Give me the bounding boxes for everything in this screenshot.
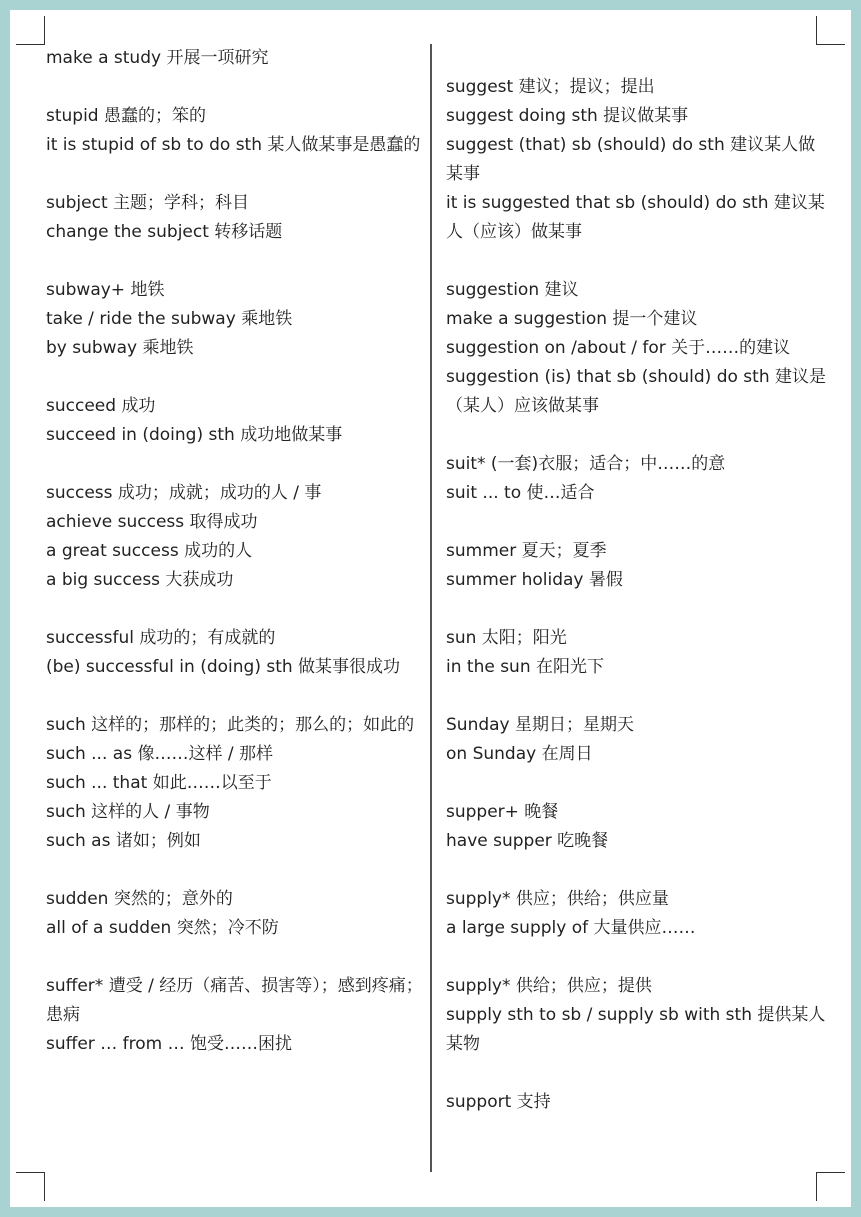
- phrase-line: a great success 成功的人: [46, 541, 253, 561]
- crop-mark-top-right: [816, 16, 845, 45]
- phrase-line: suggest (that) sb (should) do sth 建议某人做某事: [446, 135, 816, 184]
- phrase-line: all of a sudden 突然；冷不防: [46, 918, 279, 938]
- vocab-entry: [446, 624, 828, 682]
- phrase-line: achieve success 取得成功: [46, 512, 258, 532]
- right-column: [446, 44, 828, 1117]
- vocab-entry: [446, 798, 828, 856]
- document-page: [10, 10, 851, 1207]
- headword-line: sun 太阳；阳光: [446, 628, 567, 648]
- headword-line: supper+ 晚餐: [446, 802, 559, 822]
- headword-line: success 成功；成就；成功的人 / 事: [46, 483, 322, 503]
- vocab-entry: [46, 189, 426, 247]
- phrase-line: suggestion (is) that sb (should) do sth 建议是（某人）应该做某事: [446, 367, 827, 416]
- column-top-spacer: [446, 44, 828, 73]
- vocab-entry: [46, 392, 426, 450]
- crop-mark-top-left: [16, 16, 45, 45]
- phrase-line: take / ride the subway 乘地铁: [46, 309, 293, 329]
- headword-line: suffer* 遭受 / 经历（痛苦、损害等）；感到疼痛；患病: [46, 976, 423, 1025]
- vocab-entry: [46, 711, 426, 856]
- vocab-entry: [446, 73, 828, 247]
- phrase-line: such ... as 像……这样 / 那样: [46, 744, 273, 764]
- left-column: [46, 44, 426, 1059]
- headword-line: sudden 突然的；意外的: [46, 889, 233, 909]
- headword-line: support 支持: [446, 1092, 551, 1112]
- headword-line: such 这样的；那样的；此类的；那么的；如此的: [46, 715, 415, 735]
- headword-line: subway+ 地铁: [46, 280, 165, 300]
- phrase-line: on Sunday 在周日: [446, 744, 593, 764]
- vocab-entry: [46, 44, 426, 73]
- vocab-entry: [46, 102, 426, 160]
- headword-line: supply* 供应；供给；供应量: [446, 889, 669, 909]
- phrase-line: (be) successful in (doing) sth 做某事很成功: [46, 657, 401, 677]
- vocab-entry: [46, 624, 426, 682]
- column-divider: [430, 44, 432, 1172]
- phrase-line: by subway 乘地铁: [46, 338, 194, 358]
- phrase-line: suggest doing sth 提议做某事: [446, 106, 689, 126]
- headword-line: make a study 开展一项研究: [46, 48, 269, 68]
- crop-mark-bottom-left: [16, 1172, 45, 1201]
- phrase-line: suit ... to 使…适合: [446, 483, 595, 503]
- headword-line: succeed 成功: [46, 396, 156, 416]
- headword-line: Sunday 星期日；星期天: [446, 715, 635, 735]
- phrase-line: such as 诸如；例如: [46, 831, 201, 851]
- phrase-line: such 这样的人 / 事物: [46, 802, 210, 822]
- phrase-line: make a suggestion 提一个建议: [446, 309, 698, 329]
- headword-line: suit* (一套)衣服；适合；中……的意: [446, 454, 726, 474]
- phrase-line: such ... that 如此……以至于: [46, 773, 272, 793]
- vocab-entry: [446, 450, 828, 508]
- phrase-line: supply sth to sb / supply sb with sth 提供某人某物: [446, 1005, 826, 1054]
- crop-mark-bottom-right: [816, 1172, 845, 1201]
- headword-line: stupid 愚蠢的；笨的: [46, 106, 207, 126]
- phrase-line: change the subject 转移话题: [46, 222, 283, 242]
- phrase-line: summer holiday 暑假: [446, 570, 623, 590]
- phrase-line: succeed in (doing) sth 成功地做某事: [46, 425, 343, 445]
- phrase-line: suffer … from … 饱受……困扰: [46, 1034, 292, 1054]
- headword-line: successful 成功的；有成就的: [46, 628, 276, 648]
- phrase-line: it is stupid of sb to do sth 某人做某事是愚蠢的: [46, 135, 421, 155]
- phrase-line: suggestion on /about / for 关于……的建议: [446, 338, 791, 358]
- headword-line: supply* 供给；供应；提供: [446, 976, 652, 996]
- vocab-entry: [46, 479, 426, 595]
- vocab-entry: [446, 537, 828, 595]
- phrase-line: have supper 吃晚餐: [446, 831, 609, 851]
- vocab-entry: [446, 276, 828, 421]
- headword-line: summer 夏天；夏季: [446, 541, 607, 561]
- vocab-entry: [446, 972, 828, 1059]
- phrase-line: it is suggested that sb (should) do sth 建议某人（应该）做某事: [446, 193, 825, 242]
- phrase-line: a large supply of 大量供应……: [446, 918, 696, 938]
- vocab-entry: [446, 1088, 828, 1117]
- headword-line: suggest 建议；提议；提出: [446, 77, 655, 97]
- vocab-entry: [46, 972, 426, 1059]
- phrase-line: a big success 大获成功: [46, 570, 234, 590]
- vocab-entry: [46, 885, 426, 943]
- headword-line: suggestion 建议: [446, 280, 579, 300]
- vocab-entry: [446, 711, 828, 769]
- phrase-line: in the sun 在阳光下: [446, 657, 605, 677]
- vocab-entry: [46, 276, 426, 363]
- headword-line: subject 主题；学科；科目: [46, 193, 250, 213]
- vocab-entry: [446, 885, 828, 943]
